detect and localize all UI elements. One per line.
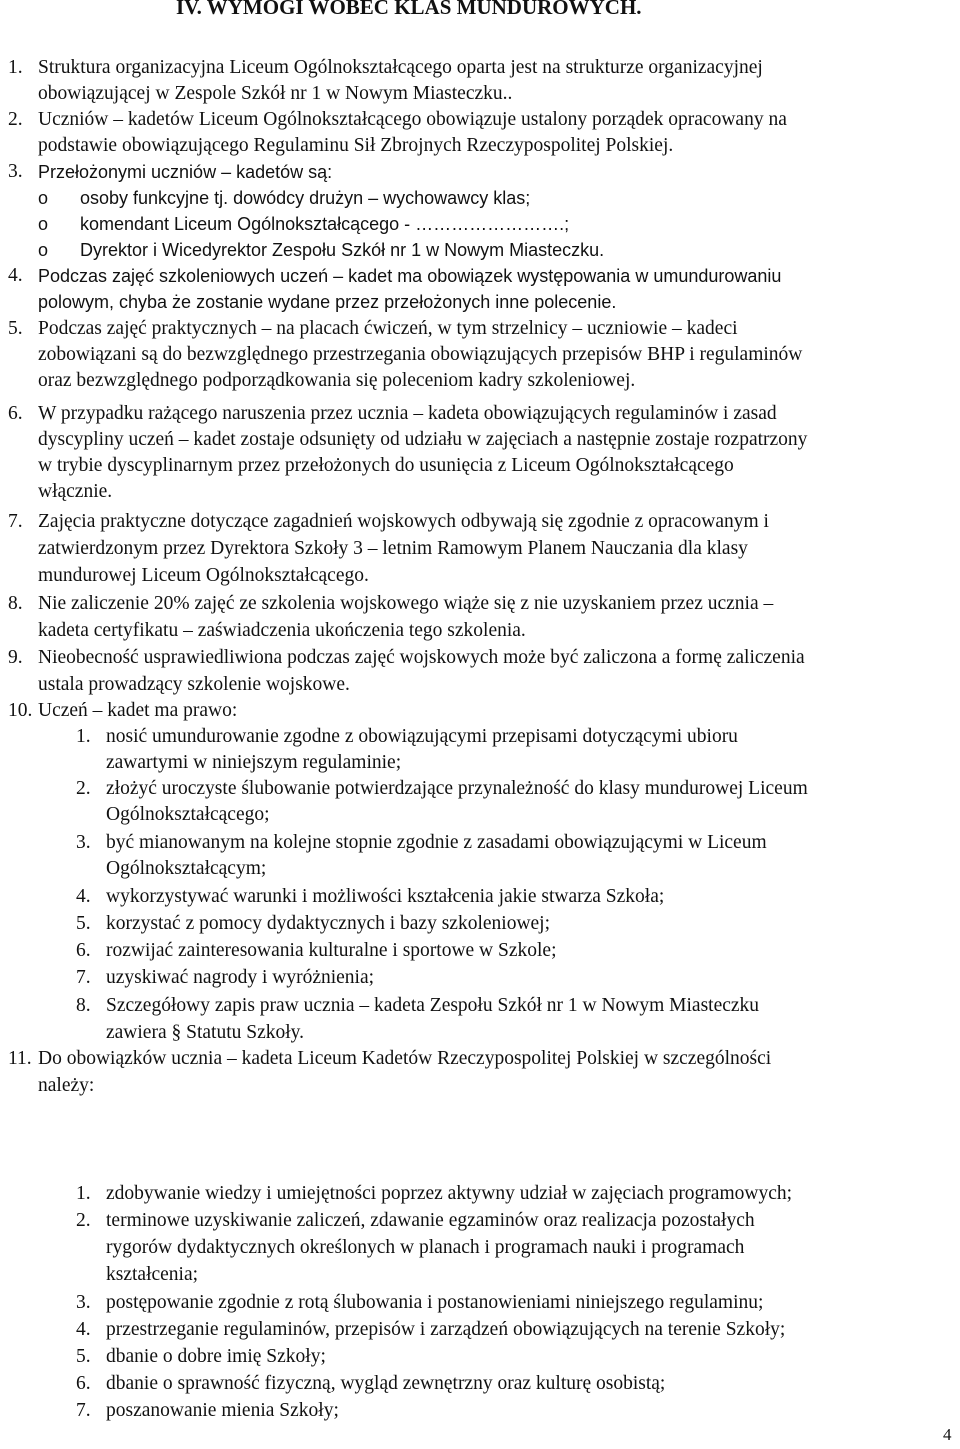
item-number: 9. <box>8 647 23 668</box>
item-text-line: zatwierdzonym przez Dyrektora Szkoły 3 – letnim Ramowym Planem Nauczania dla klasy <box>38 538 748 559</box>
right-number: 7. <box>76 967 91 988</box>
bullet-marker: o <box>38 240 49 260</box>
duty-number: 5. <box>76 1346 91 1367</box>
item-text-line: Przełożonymi uczniów – kadetów są: <box>38 162 333 182</box>
superior-item: osoby funkcyjne tj. dowódcy drużyn – wychowawcy klas; <box>80 188 531 208</box>
item-text-line: Podczas zajęć praktycznych – na placach ćwiczeń, w tym strzelnicy – uczniowie – kadeci <box>38 318 738 339</box>
item-number: 8. <box>8 593 23 614</box>
right-text-line: złożyć uroczyste ślubowanie potwierdzające przynależność do klasy mundurowej Liceum <box>106 778 808 799</box>
item-text-line: Struktura organizacyjna Liceum Ogólnokształcącego oparta jest na strukturze organizacyjnej <box>38 57 763 78</box>
section-heading: IV. WYMOGI WOBEC KLAS MUNDUROWYCH. <box>176 0 642 19</box>
bullet-marker: o <box>38 188 49 208</box>
item-text-line: W przypadku rażącego naruszenia przez ucznia – kadeta obowiązujących regulaminów i zasad <box>38 403 777 424</box>
item-number: 1. <box>8 57 23 78</box>
duty-number: 2. <box>76 1210 91 1231</box>
duty-text-line: poszanowanie mienia Szkoły; <box>106 1400 339 1421</box>
duty-number: 4. <box>76 1319 91 1340</box>
item-number: 4. <box>8 265 23 286</box>
right-number: 4. <box>76 886 91 907</box>
duty-number: 3. <box>76 1292 91 1313</box>
duty-text-line: zdobywanie wiedzy i umiejętności poprzez aktywny udział w zajęciach programowych; <box>106 1183 793 1204</box>
item-text-line: Uczeń – kadet ma prawo: <box>38 700 238 721</box>
duty-text-line: postępowanie zgodnie z rotą ślubowania i postanowieniami niniejszego regulaminu; <box>106 1292 764 1313</box>
item-text-line: Podczas zajęć szkoleniowych uczeń – kadet ma obowiązek występowania w umundurowaniu <box>38 266 782 286</box>
item-text-line: Uczniów – kadetów Liceum Ogólnokształcącego obowiązuje ustalony porządek opracowany na <box>38 109 787 130</box>
right-text-line: Ogólnokształcącego; <box>106 804 270 825</box>
duty-text-line: przestrzeganie regulaminów, przepisów i zarządzeń obowiązujących na terenie Szkoły; <box>106 1319 786 1340</box>
duty-text-line: rygorów dydaktycznych określonych w planach i programach nauki i programach <box>106 1237 745 1258</box>
item-text-line: Nie zaliczenie 20% zajęć ze szkolenia wojskowego wiąże się z nie uzyskaniem przez ucznia – <box>38 593 774 614</box>
duty-number: 6. <box>76 1373 91 1394</box>
right-text-line: rozwijać zainteresowania kulturalne i sportowe w Szkole; <box>106 940 557 961</box>
item-text-line: mundurowej Liceum Ogólnokształcącego. <box>38 565 369 586</box>
item-text-line: kadeta certyfikatu – zaświadczenia ukończenia tego szkolenia. <box>38 620 526 641</box>
item-number: 3. <box>8 161 23 182</box>
item-number: 6. <box>8 403 23 424</box>
duty-number: 7. <box>76 1400 91 1421</box>
item-text-line: w trybie dyscyplinarnym przez przełożonych do usunięcia z Liceum Ogólnokształcącego <box>38 455 734 476</box>
duty-text-line: terminowe uzyskiwanie zaliczeń, zdawanie egzaminów oraz realizacja pozostałych <box>106 1210 755 1231</box>
right-text-line: zawiera § Statutu Szkoły. <box>106 1022 305 1043</box>
item-number: 2. <box>8 109 23 130</box>
duty-text-line: kształcenia; <box>106 1264 199 1285</box>
duty-text-line: dbanie o dobre imię Szkoły; <box>106 1346 326 1367</box>
item-text-line: zobowiązani są do bezwzględnego przestrzegania obowiązujących przepisów BHP i regulaminów <box>38 344 803 365</box>
item-text-line: podstawie obowiązującego Regulaminu Sił Zbrojnych Rzeczypospolitej Polskiej. <box>38 135 674 156</box>
item-text-line: oraz bezwzględnego podporządkowania się poleceniom kadry szkoleniowej. <box>38 370 636 391</box>
right-text-line: Szczegółowy zapis praw ucznia – kadeta Zespołu Szkół nr 1 w Nowym Miasteczku <box>106 995 760 1016</box>
right-text-line: uzyskiwać nagrody i wyróżnienia; <box>106 967 375 988</box>
right-number: 8. <box>76 995 91 1016</box>
item-text-line: dyscypliny uczeń – kadet zostaje odsunięty od udziału w zajęciach a następnie zostaje rozpatrzony <box>38 429 808 450</box>
right-text-line: zawartymi w niniejszym regulaminie; <box>106 752 402 773</box>
right-number: 6. <box>76 940 91 961</box>
right-number: 2. <box>76 778 91 799</box>
right-text-line: nosić umundurowanie zgodne z obowiązującymi przepisami dotyczącymi ubioru <box>106 726 738 747</box>
duty-text-line: dbanie o sprawność fizyczną, wygląd zewnętrzny oraz kulturę osobistą; <box>106 1373 666 1394</box>
item-text-line: Zajęcia praktyczne dotyczące zagadnień wojskowych odbywają się zgodnie z opracowanym i <box>38 511 769 532</box>
right-text-line: być mianowanym na kolejne stopnie zgodnie z zasadami obowiązującymi w Liceum <box>106 832 767 853</box>
page-number: 4 <box>943 1425 952 1444</box>
superior-item: Dyrektor i Wicedyrektor Zespołu Szkół nr 1 w Nowym Miasteczku. <box>80 240 605 260</box>
item-text-line: należy: <box>38 1075 95 1096</box>
right-number: 3. <box>76 832 91 853</box>
item-text-line: Do obowiązków ucznia – kadeta Liceum Kadetów Rzeczypospolitej Polskiej w szczególności <box>38 1048 772 1069</box>
item-text-line: polowym, chyba że zostanie wydane przez przełożonych inne polecenie. <box>38 292 617 312</box>
item-number: 10. <box>8 700 33 721</box>
item-number: 11. <box>8 1048 32 1069</box>
item-text-line: Nieobecność usprawiedliwiona podczas zajęć wojskowych może być zaliczona a formę zaliczenia <box>38 647 805 668</box>
right-number: 5. <box>76 913 91 934</box>
duty-number: 1. <box>76 1183 91 1204</box>
right-text-line: wykorzystywać warunki i możliwości kształcenia jakie stwarza Szkoła; <box>106 886 665 907</box>
right-number: 1. <box>76 726 91 747</box>
item-text-line: obowiązującej w Zespole Szkół nr 1 w Nowym Miasteczku.. <box>38 83 513 104</box>
right-text-line: korzystać z pomocy dydaktycznych i bazy szkoleniowej; <box>106 913 551 934</box>
item-text-line: ustala prowadzący szkolenie wojskowe. <box>38 674 350 695</box>
item-text-line: włącznie. <box>38 481 113 502</box>
right-text-line: Ogólnokształcącym; <box>106 858 267 879</box>
bullet-marker: o <box>38 214 49 234</box>
item-number: 7. <box>8 511 23 532</box>
superior-item: komendant Liceum Ogólnokształcącego - …………………….; <box>80 214 570 234</box>
item-number: 5. <box>8 318 23 339</box>
